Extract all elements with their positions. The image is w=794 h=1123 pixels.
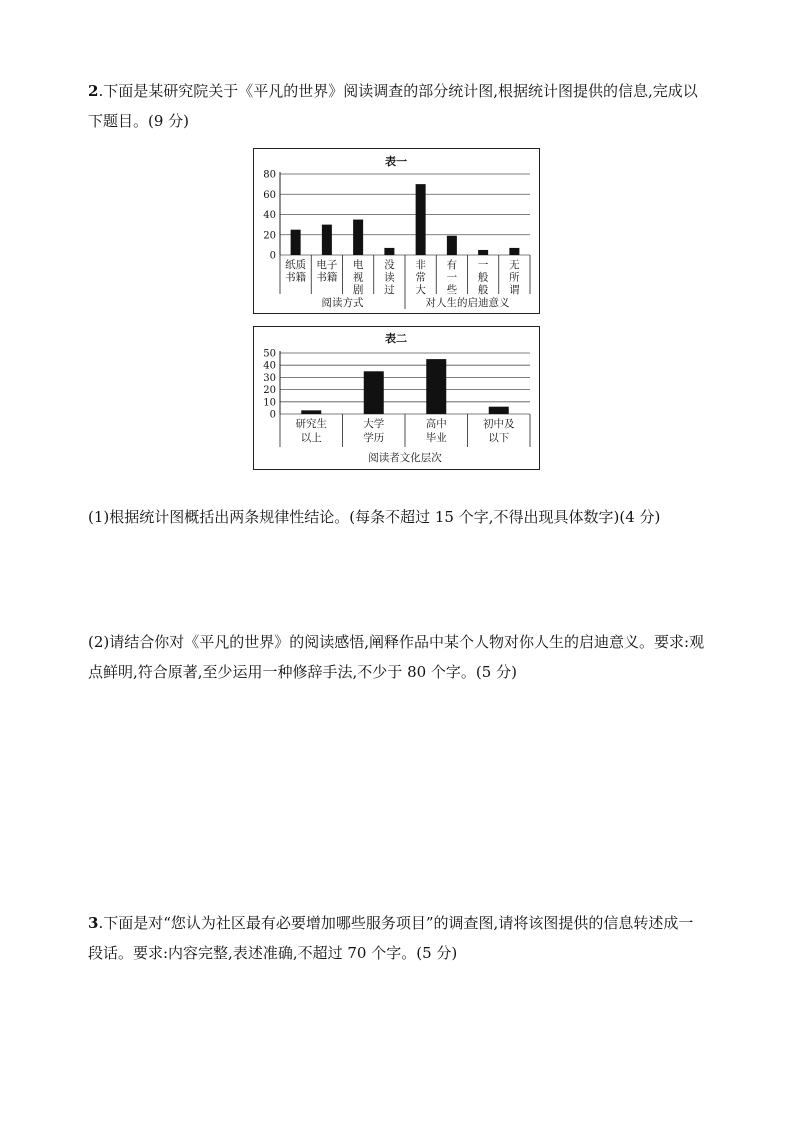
chart1-category-8-line-2: 所 <box>509 271 520 284</box>
question-2-1-text: (1)根据统计图概括出两条规律性结论。(每条不超过 15 个字,不得出现具体数字)(4 分) <box>88 508 661 526</box>
chart1-bar-1 <box>291 230 301 255</box>
question-2-text: .下面是某研究院关于《平凡的世界》阅读调查的部分统计图,根据统计图提供的信息,完成以下题目。(9 分) <box>88 82 698 130</box>
chart2-ytick-50: 50 <box>263 348 276 360</box>
chart1-category-4-line-1: 没 <box>384 259 395 271</box>
chart1-bar-5 <box>416 184 426 255</box>
chart2-title: 表二 <box>385 332 407 345</box>
question-2-number: 2 <box>88 82 99 100</box>
chart1-category-2-line-1: 电子 <box>316 259 338 271</box>
chart1-ytick-80: 80 <box>263 169 276 181</box>
chart1-category-6-line-2: 一 <box>446 271 458 284</box>
chart1-ytick-0: 0 <box>269 250 276 262</box>
chart-table-2 <box>253 326 540 470</box>
chart2-ytick-30: 30 <box>263 372 276 384</box>
chart2-category-4-line-2: 以下 <box>488 432 510 444</box>
chart1-category-8-line-3: 谓 <box>509 284 520 296</box>
chart2-category-3-line-2: 毕业 <box>425 432 447 444</box>
question-2 <box>88 76 708 136</box>
chart1-category-3-line-2: 视 <box>352 271 364 284</box>
chart1-category-3-line-1: 电 <box>352 259 364 271</box>
chart1-group-label-2: 对人生的启迪意义 <box>425 297 510 309</box>
chart1-ytick-20: 20 <box>263 230 276 242</box>
chart1-category-5-line-2: 常 <box>415 271 426 284</box>
chart2-category-1-line-1: 研究生 <box>295 418 327 430</box>
chart1-category-3-line-3: 剧 <box>352 284 364 296</box>
chart1-bar-8 <box>509 248 519 255</box>
chart1-category-7-line-1: 一 <box>477 259 489 271</box>
chart1-category-4-line-2: 读 <box>384 271 395 284</box>
chart1-category-5-line-3: 大 <box>415 284 426 296</box>
question-2-2-text: (2)请结合你对《平凡的世界》的阅读感悟,阐释作品中某个人物对你人生的启迪意义。要求:观点鲜明,符合原著,至少运用一种修辞手法,不少于 80 个字。(5 分) <box>88 633 705 681</box>
chart1-category-2-line-2: 书籍 <box>316 271 338 284</box>
question-3-number: 3 <box>88 914 99 932</box>
chart2-x-label: 阅读者文化层次 <box>368 452 442 464</box>
chart2-ytick-0: 0 <box>269 409 276 421</box>
chart-table-1 <box>253 148 540 314</box>
question-3 <box>88 908 708 968</box>
question-3-text: .下面是对“您认为社区最有必要增加哪些服务项目”的调查图,请将该图提供的信息转述成一段话。要求:内容完整,表述准确,不超过 70 个字。(5 分) <box>88 914 694 962</box>
chart2-ytick-40: 40 <box>263 360 276 372</box>
chart1-bar-7 <box>478 250 488 255</box>
chart1-ytick-60: 60 <box>263 189 276 201</box>
chart1-title: 表一 <box>385 155 407 168</box>
chart2-bar-4 <box>489 407 509 414</box>
chart2-category-1-line-2: 以上 <box>300 432 322 444</box>
chart1-category-6-line-1: 有 <box>446 259 458 271</box>
chart1-category-1-line-2: 书籍 <box>285 271 307 284</box>
chart1-category-5-line-1: 非 <box>415 259 426 271</box>
chart1-category-6-line-3: 些 <box>446 284 458 296</box>
chart1-category-7-line-3: 般 <box>477 284 489 296</box>
chart2-category-4-line-1: 初中及 <box>483 418 515 430</box>
chart1-bar-6 <box>447 236 457 255</box>
chart2-ytick-10: 10 <box>263 397 276 409</box>
chart1-category-4-line-3: 过 <box>384 284 395 296</box>
chart2-category-2-line-2: 学历 <box>363 432 385 444</box>
chart2-category-2-line-1: 大学 <box>363 418 385 430</box>
chart-table-1-svg <box>254 149 539 313</box>
chart1-bar-4 <box>384 248 394 255</box>
chart2-bar-2 <box>364 371 384 414</box>
chart2-bar-1 <box>301 410 321 414</box>
chart1-group-label-1: 阅读方式 <box>321 297 364 309</box>
chart1-bar-3 <box>353 220 363 255</box>
question-2-1 <box>88 502 708 532</box>
chart2-bar-3 <box>426 359 446 414</box>
chart-table-2-svg <box>254 327 539 469</box>
chart1-ytick-40: 40 <box>263 210 276 221</box>
chart1-bar-2 <box>322 225 332 255</box>
chart2-ytick-20: 20 <box>263 385 276 397</box>
chart1-category-1-line-1: 纸质 <box>285 259 307 271</box>
chart1-category-8-line-1: 无 <box>509 259 520 271</box>
chart1-category-7-line-2: 般 <box>477 271 489 284</box>
chart2-category-3-line-1: 高中 <box>425 418 447 430</box>
question-2-2 <box>88 627 708 687</box>
